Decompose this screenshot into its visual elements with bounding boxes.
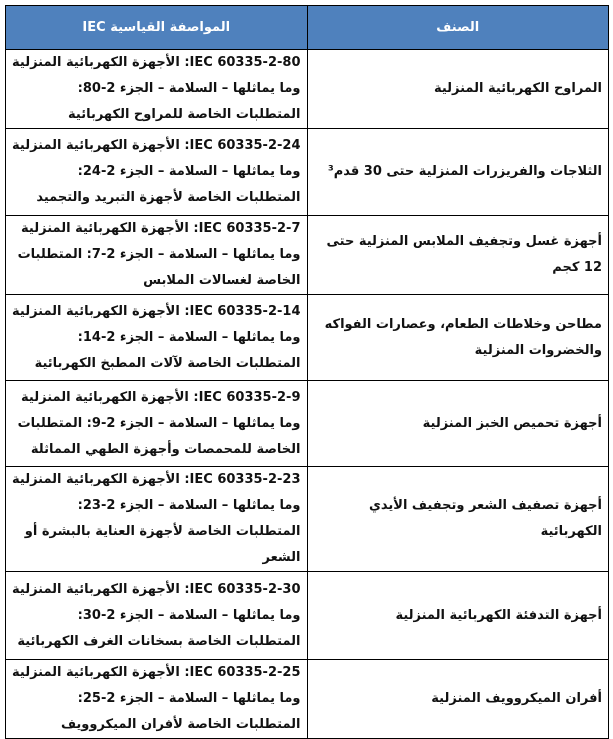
row-category: مطاحن وخلاطات الطعام، وعصارات الفواكه والخضروات المنزلية — [307, 295, 609, 381]
row-standard: IEC 60335-2-23: الأجهزة الكهربائية المنزلية وما يماثلها – السلامة – الجزء 2-23: المتطلبات الخاصة لأجهزة العناية بالبشرة أو الشعر — [6, 467, 308, 572]
table-row — [6, 216, 609, 295]
row-category: المراوح الكهربائية المنزلية — [307, 50, 609, 129]
row-category: أجهزة تحميص الخبز المنزلية — [307, 381, 609, 467]
standards-table-container — [5, 5, 609, 739]
row-standard: IEC 60335-2-7: الأجهزة الكهربائية المنزلية وما يماثلها – السلامة – الجزء 2-7: المتطلبات الخاصة لغسالات الملابس — [6, 216, 308, 295]
row-category: الثلاجات والفريزرات المنزلية حتى 30 قدم³ — [307, 129, 609, 216]
table-row — [6, 50, 609, 129]
header-category: الصنف — [307, 6, 609, 50]
table-row — [6, 660, 609, 739]
row-standard: IEC 60335-2-9: الأجهزة الكهربائية المنزلية وما يماثلها – السلامة – الجزء 2-9: المتطلبات الخاصة للمحمصات وأجهزة الطهي المماثلة — [6, 381, 308, 467]
row-category: أفران الميكروويف المنزلية — [307, 660, 609, 739]
standards-table — [5, 5, 609, 739]
table-row — [6, 295, 609, 381]
row-category: أجهزة غسل وتجفيف الملابس المنزلية حتى 12 كجم — [307, 216, 609, 295]
table-row — [6, 467, 609, 572]
header-standard: المواصفة القياسية IEC — [6, 6, 308, 50]
table-row — [6, 381, 609, 467]
row-standard: IEC 60335-2-24: الأجهزة الكهربائية المنزلية وما يماثلها – السلامة – الجزء 2-24: المتطلبات الخاصة لأجهزة التبريد والتجميد — [6, 129, 308, 216]
table-row — [6, 129, 609, 216]
table-row — [6, 572, 609, 660]
row-category: أجهزة التدفئة الكهربائية المنزلية — [307, 572, 609, 660]
row-standard: IEC 60335-2-80: الأجهزة الكهربائية المنزلية وما يماثلها – السلامة – الجزء 2-80: المتطلبات الخاصة للمراوح الكهربائية — [6, 50, 308, 129]
row-category: أجهزة تصفيف الشعر وتجفيف الأيدي الكهربائية — [307, 467, 609, 572]
row-standard: IEC 60335-2-14: الأجهزة الكهربائية المنزلية وما يماثلها – السلامة – الجزء 2-14: المتطلبات الخاصة لآلات المطبخ الكهربائية — [6, 295, 308, 381]
row-standard: IEC 60335-2-30: الأجهزة الكهربائية المنزلية وما يماثلها – السلامة – الجزء 2-30: المتطلبات الخاصة بسخانات الغرف الكهربائية — [6, 572, 308, 660]
table-header-row — [6, 6, 609, 50]
row-standard: IEC 60335-2-25: الأجهزة الكهربائية المنزلية وما يماثلها – السلامة – الجزء 2-25: المتطلبات الخاصة لأفران الميكروويف — [6, 660, 308, 739]
